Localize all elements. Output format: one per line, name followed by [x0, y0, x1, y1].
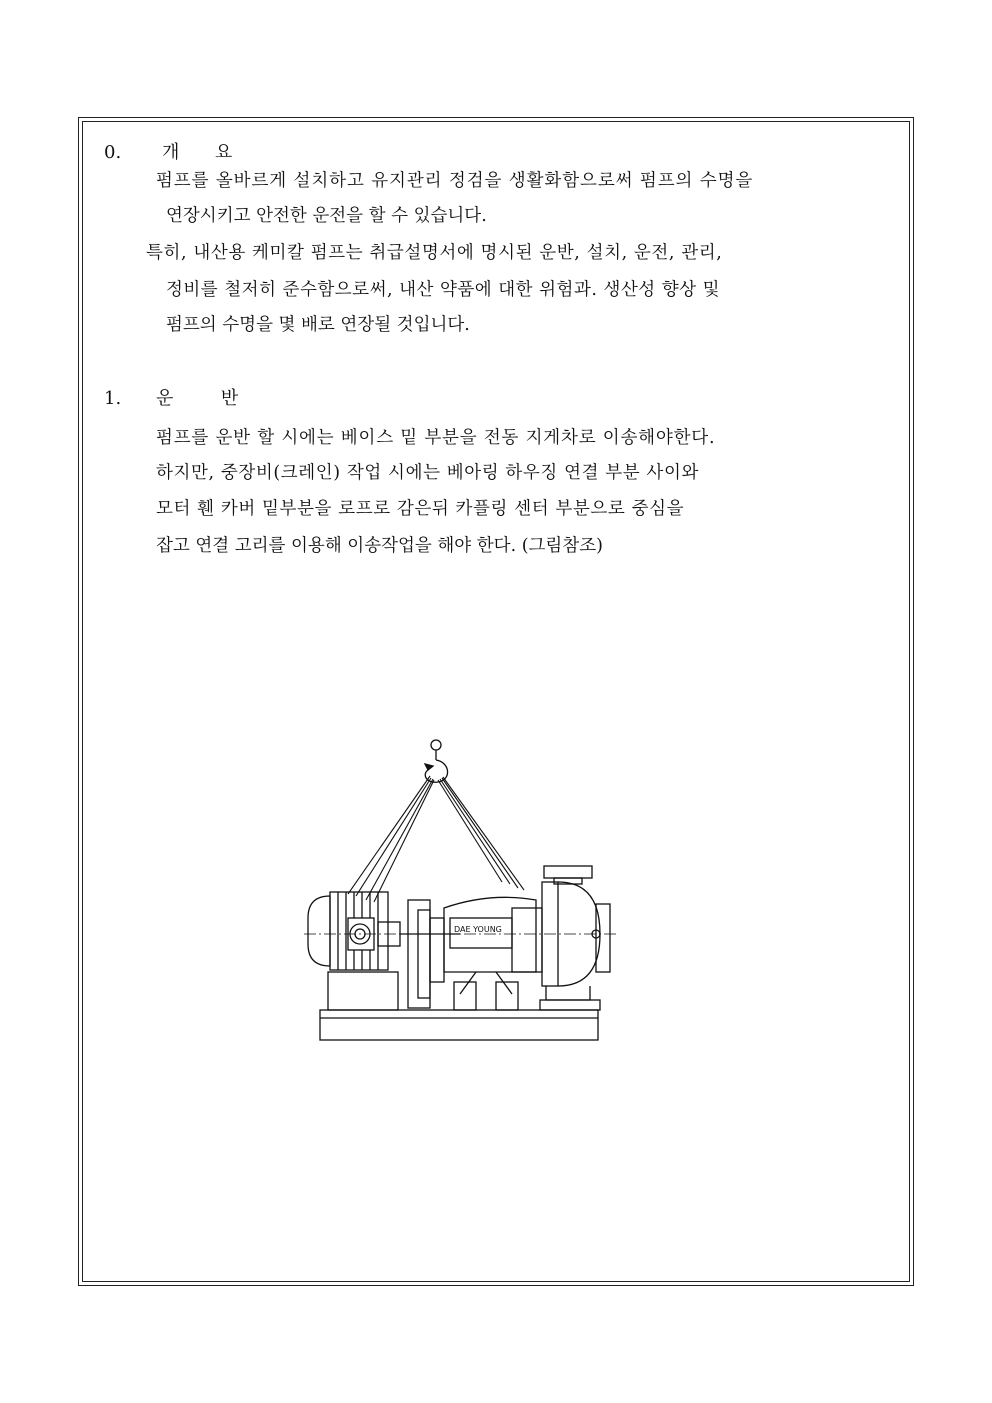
section-1-line-3: 모터 휀 카버 밑부분을 로프로 감은뒤 카플링 센터 부분으로 중심을 [156, 499, 685, 519]
lifting-ropes [348, 776, 524, 902]
section-1-line-2: 하지만, 중장비(크레인) 작업 시에는 베아링 하우징 연결 부분 사이와 [156, 463, 699, 483]
section-0-line-3: 특히, 내산용 케미칼 펌프는 취급설명서에 명시된 운반, 설치, 운전, 관리, [146, 243, 723, 263]
section-0-line-4: 정비를 철저히 준수함으로써, 내산 약품에 대한 위험과. 생산성 향상 및 [166, 280, 721, 300]
section-0-number: 0. [104, 142, 122, 163]
section-0-title: 개 요 [162, 142, 241, 163]
section-0-line-2: 연장시키고 안전한 운전을 할 수 있습니다. [166, 206, 487, 226]
section-1-title: 운 반 [156, 388, 251, 409]
bearing-housing [444, 897, 542, 1010]
section-1-line-4: 잡고 연결 고리를 이용해 이송작업을 해야 한다. (그림참조) [156, 536, 603, 556]
coupling [400, 900, 460, 1008]
base-plate [320, 1010, 598, 1040]
section-0-line-1: 펌프를 올바르게 설치하고 유지관리 정검을 생활화함으로써 펌프의 수명을 [156, 171, 754, 191]
nameplate-label: DAE YOUNG [454, 925, 502, 934]
pump-casing [540, 866, 610, 1010]
pump-lifting-figure [300, 732, 630, 1048]
motor [308, 892, 400, 1010]
section-1-line-1: 펌프를 운반 할 시에는 베이스 밑 부분을 전동 지게차로 이송해야한다. [156, 428, 716, 448]
crane-hook-icon [425, 740, 448, 782]
section-1-number: 1. [104, 388, 122, 409]
section-0-line-5: 펌프의 수명을 몇 배로 연장될 것입니다. [166, 315, 470, 335]
